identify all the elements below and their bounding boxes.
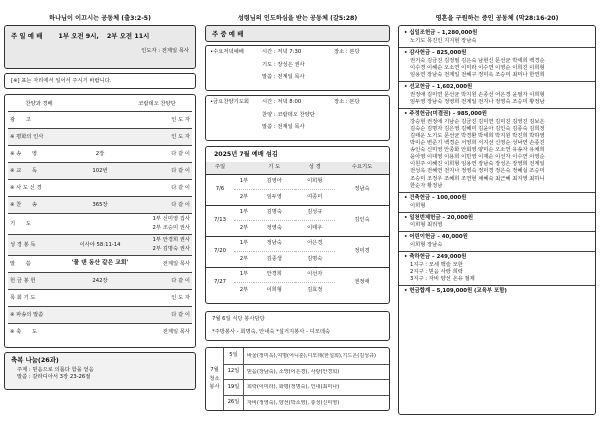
offering-names: 임용연 장남숙 전계일 전혜구 정미옥 조승미 최미나 한연희 — [410, 71, 545, 78]
schedule-prayer: 이희형 — [254, 283, 295, 299]
offering-names: 조승미 조정우 조혜희 조연현 채혜숙 최근혜 최지영 최하니 — [410, 175, 545, 182]
service-leader: 인도자 : 전계일 목사 — [141, 48, 189, 54]
order-leader-line: 전계일 목사 — [162, 328, 190, 335]
offering-section — [399, 231, 595, 251]
schedule-header-part — [234, 162, 254, 174]
order-detail: 365장 — [92, 201, 108, 208]
offering-names: 박미순 변준기 백경순 서영희 서지선 신영순 성낙연 손종진 — [410, 139, 545, 146]
order-leader — [130, 329, 192, 336]
schedule-prayer: 안경희 — [254, 267, 295, 283]
friday-praise: 찬양 : 코람데오 찬양단 — [262, 111, 315, 118]
offering-names: 1지구 : 모세 맥슬 모한 — [410, 262, 463, 269]
schedule-wed-prayer: 정미경 — [335, 236, 389, 267]
morning-service-header — [11, 32, 189, 40]
offering-section — [399, 285, 595, 298]
weekday-header-box — [205, 25, 390, 42]
offering-section — [399, 47, 595, 81]
order-detail: 2장 — [95, 150, 105, 157]
order-label: ※ 교 독 — [10, 167, 37, 174]
schedule-header-row — [206, 162, 389, 174]
schedule-bible: 이희형 — [295, 174, 336, 190]
column-title: 영혼을 구원하는 증인 공동체 (막28:16-20) — [435, 15, 559, 22]
order-leader-line: 인 도 자 — [171, 294, 190, 301]
offering-title: • 주정헌금(미결권) – 985,000원 — [404, 110, 487, 117]
schedule-date: 7/6 — [206, 174, 234, 205]
order-leader — [130, 295, 192, 302]
cleaning-day: 26일 — [224, 396, 244, 411]
wednesday-sermon: 말씀 : 전계일 목사 — [262, 74, 305, 81]
order-leader-line: 다 같 이 — [171, 277, 190, 284]
order-rows — [8, 111, 192, 340]
order-leader — [130, 151, 192, 158]
standing-note: [※] 표는 자리에서 일어서 주시기 바랍니다. — [11, 78, 112, 84]
offering-title: • 선교헌금 – 1,602,000원 — [404, 83, 473, 90]
wednesday-service-box — [205, 45, 390, 91]
order-leader-line: 2부 조승미 권사 — [152, 225, 190, 231]
offering-title: • 건축헌금 – 100,000원 — [404, 194, 467, 201]
wednesday-service-name: •수요저녁예배 — [210, 49, 244, 55]
order-leader-line: 다 같 이 — [171, 150, 190, 157]
schedule-part: 2부 — [234, 221, 254, 237]
friday-sermon: 말씀 : 전계일 목사 — [262, 124, 305, 131]
order-label: 광 고 — [10, 116, 31, 123]
schedule-prayer: 김명숙 — [254, 205, 295, 221]
offering-title: • 헌금합계 – 5,109,000원 (교육부 포함) — [404, 288, 507, 295]
cleaning-teams: 희락(이미라), 화평(정명숙), 인내(최미나) — [247, 384, 340, 391]
schedule-bible: 김효정 — [295, 283, 336, 299]
offering-title: • 어린이헌금 – 40,000원 — [404, 234, 468, 241]
order-label: ※ 파송의 말씀 — [10, 311, 44, 318]
order-leader-line: 다 같 이 — [171, 311, 190, 318]
column-title: 하나님이 이끄시는 공동체 (출3:2-5) — [49, 15, 151, 22]
schedule-part: 2부 — [234, 252, 254, 268]
service-schedule-box — [205, 146, 390, 304]
order-label: 기 도 — [10, 220, 31, 227]
order-leader-line: 다 같 이 — [171, 184, 190, 191]
schedule-prayer: 정남숙 — [254, 236, 295, 252]
order-label: ※ 평화의 인사 — [10, 133, 44, 140]
friday-service-box — [205, 95, 390, 141]
order-leader-line: 다 같 이 — [171, 167, 190, 174]
schedule-header-wed: 수요기도 — [351, 164, 373, 171]
offering-names: 이수경 이혜순 오소연 이미라 이수연 이영순 이희진 이희형 — [410, 64, 545, 71]
schedule-bible: 이태우 — [295, 221, 336, 237]
blessing-scripture: 말씀 : 갈라디아서 3장 23-26절 — [17, 373, 91, 380]
schedule-bible: 여종미 — [295, 190, 336, 206]
schedule-part: 2부 — [234, 283, 254, 299]
offering-names: 이희형 장남숙 — [410, 242, 443, 249]
wednesday-prayer: 기도 : 장성은 권사 — [262, 61, 305, 68]
schedule-row — [206, 205, 389, 221]
order-leader-line: 인 도 자 — [171, 133, 190, 140]
schedule-prayer: 김종생 — [254, 252, 295, 268]
lunch-duty: *주방봉사 - 회명숙, 안내숙 *설거지봉사 - 디모데숙 — [212, 328, 331, 335]
schedule-bible: 김성규 — [295, 205, 336, 221]
offering-names: 송인숙 신미영 안종화 안회영 양미순 오소연 유송자 유채희 — [410, 147, 545, 154]
offering-names: 노기도 목진인 지지현 장남숙 — [410, 37, 477, 44]
offering-names: 2지구 : 믿음 사랑 희락 — [410, 269, 463, 276]
offering-names: 임두영 장남숙 정영희 전계일 전지나 정영숙 조승미 황정남 — [410, 98, 545, 105]
schedule-part: 1부 — [234, 205, 254, 221]
order-detail: '물 댄 동산 같은 교회' — [71, 260, 129, 267]
order-leader — [130, 202, 192, 209]
service-time-1: 1부 오전 9시, — [58, 32, 99, 40]
schedule-header-bible: 성 경 — [308, 164, 321, 171]
order-row — [8, 213, 192, 234]
order-detail: 이사야 58:11-14 — [79, 241, 121, 248]
order-detail: 242장 — [92, 277, 108, 284]
offerings-box — [398, 25, 596, 415]
offering-names: 이희형 — [410, 202, 426, 209]
offering-names: 전성옥 전혜연 전지나 정영숙 정미경 정은숙 정혜실 조승미 — [410, 168, 545, 175]
column-title: 성령님의 인도하심을 받는 공동체 (갈5:28) — [237, 15, 358, 22]
cleaning-day: 5일 — [224, 348, 244, 364]
friday-place: 장소 : 본당 — [334, 99, 360, 105]
order-of-worship — [4, 94, 196, 348]
order-label: ※ 찬 송 — [10, 201, 37, 208]
schedule-table — [206, 162, 389, 298]
wednesday-time: 시간 : 저녁 7:30 — [262, 49, 302, 55]
cleaning-day: 12일 — [224, 365, 244, 380]
offering-names: 3지구 : 자비 양선 온유 절제 — [410, 276, 475, 283]
schedule-row — [206, 174, 389, 190]
offering-title: • 십일조헌금 – 1,280,000원 — [404, 30, 478, 36]
schedule-row — [206, 267, 389, 283]
order-row — [8, 306, 192, 323]
order-row — [8, 179, 192, 196]
order-row — [8, 323, 192, 340]
offering-names: 강승현 권정애 기남순 김금진 김미연 김미진 김영진 김보은 — [410, 118, 545, 125]
order-row — [8, 196, 192, 213]
schedule-prayer: 정영숙 — [254, 221, 295, 237]
order-leader-line: 전계일 목사 — [162, 260, 190, 267]
order-row — [8, 289, 192, 306]
offering-names: 이희형 최리영 — [410, 222, 443, 229]
order-label: ※ 축 도 — [10, 328, 37, 335]
offering-section — [399, 28, 595, 47]
offering-title: • 일천번제헌금 – 20,000원 — [404, 214, 474, 221]
weekday-header: 주 중 예 배 — [212, 30, 244, 38]
order-leader — [130, 261, 192, 268]
schedule-date: 7/27 — [206, 267, 234, 298]
offering-title: • 감사헌금 – 825,000원 — [404, 49, 467, 56]
offering-names: 김태운 노기도 문선균 박경환 박세희 박지원 박진희 박하영 — [410, 132, 545, 139]
order-row — [8, 128, 192, 145]
schedule-date: 7/13 — [206, 205, 234, 236]
offering-names: 윤아영 이대영 이용희 이민영 이재순 이선자 이수연 이영순 — [410, 154, 545, 161]
schedule-wed-prayer: 김인숙 — [335, 205, 389, 236]
order-leader — [130, 216, 192, 231]
order-label: 목 회 기 도 — [10, 294, 36, 301]
service-time-2: 2부 오전 11시 — [106, 32, 150, 40]
order-leader — [130, 185, 192, 192]
cleaning-label: 7월 청소 봉사 — [206, 348, 224, 410]
offering-names: 이원주 이혜진 이희형 임용연 장남숙 장성은 장영희 전계일 — [410, 161, 545, 168]
schedule-wed-prayer: 정남숙 — [335, 174, 389, 205]
service-title: 주 일 예 배 — [11, 32, 43, 40]
friday-service-name: •금요찬양기도회 — [210, 99, 249, 105]
order-leader-line: 2부 김명숙 권사 — [152, 246, 190, 252]
wednesday-place: 장소 : 본당 — [334, 49, 360, 55]
schedule-bible: 어은경 — [295, 236, 336, 252]
schedule-prayer: 김영아 — [254, 174, 295, 190]
schedule-bible: 김명숙 — [295, 252, 336, 268]
order-label: 헌 금 봉 헌 — [10, 277, 36, 284]
offering-names: 권기숙 김금진 김정필 김은숙 남현신 문선균 박세희 백경순 — [410, 57, 545, 64]
schedule-date: 7/20 — [206, 236, 234, 267]
order-detail: 102번 — [92, 167, 108, 174]
offering-names: 한순자 황정남 — [410, 182, 443, 189]
order-row — [8, 162, 192, 179]
schedule-row — [206, 236, 389, 252]
order-row — [8, 111, 192, 128]
schedule-part: 1부 — [234, 236, 254, 252]
cleaning-teams: 바울(정미옥),여명(어니훈),디모데(한설희),기드온(김성규) — [247, 352, 377, 359]
offering-section — [399, 192, 595, 212]
order-leader-line: 1부 안경희 권사 — [152, 237, 190, 244]
lunch-title: 7월 6일 식당 봉사담당 — [212, 316, 265, 322]
order-leader-line: 1부 신미영 집사 — [152, 216, 190, 223]
cleaning-row — [224, 348, 389, 364]
schedule-title: 2025년 7월 예배 섬김 — [214, 151, 278, 158]
schedule-header-date: 주일 — [214, 164, 226, 171]
order-leader — [130, 278, 192, 285]
order-leader-line: 다 같 이 — [171, 201, 190, 208]
order-leader — [130, 117, 192, 124]
column-offerings — [398, 0, 596, 415]
lunch-service-box — [205, 311, 390, 341]
order-label: 말 씀 — [10, 260, 31, 267]
offering-section — [399, 108, 595, 192]
column-weekday — [205, 0, 390, 411]
order-row — [8, 272, 192, 289]
order-leader — [130, 168, 192, 175]
cleaning-day: 19일 — [224, 380, 244, 395]
order-label: ※ 사 도 신 경 — [10, 184, 42, 191]
schedule-part: 2부 — [234, 190, 254, 206]
order-leader — [130, 134, 192, 141]
order-label: 성 경 봉 독 — [10, 241, 36, 248]
order-header-right: 코람데오 찬양단 — [138, 100, 176, 107]
schedule-prayer: 임두영 — [254, 190, 295, 206]
blessing-topic: 주제 : 믿음으로 의롭다 함을 얻음 — [17, 367, 94, 373]
order-header-label: 찬양과 경배 — [25, 100, 53, 107]
offering-section — [399, 212, 595, 232]
offering-names: 권정애 김미연 문선균 박지원 손종선 어은경 윤필자 이희형 — [410, 91, 545, 98]
order-leader-line: 인 도 자 — [171, 116, 190, 123]
column-worship — [4, 0, 196, 390]
order-row — [8, 234, 192, 255]
order-leader — [130, 312, 192, 319]
schedule-wed-prayer: 권정애 — [335, 267, 389, 298]
schedule-part: 1부 — [234, 267, 254, 283]
schedule-part: 1부 — [234, 174, 254, 190]
cleaning-box — [205, 347, 390, 411]
offering-names: 김숙순 김명자 김은영 김혜미 김윤아 김인숙 김종숙 김희정 — [410, 125, 545, 132]
order-leader — [130, 237, 192, 252]
cleaning-row — [224, 395, 389, 411]
friday-time: 시간 : 저녁 8:00 — [262, 99, 302, 105]
blessing-title: 축복 나눔(26과) — [11, 356, 59, 364]
order-header-row — [8, 97, 192, 111]
schedule-header-prayer: 기 도 — [268, 164, 281, 171]
offering-title: • 축하헌금 – 249,000원 — [404, 254, 467, 261]
cleaning-teams: 자비(정영숙), 양선(박소영), 충성(신미영) — [247, 399, 340, 406]
offering-section — [399, 81, 595, 108]
order-row — [8, 145, 192, 162]
standing-note-box — [4, 73, 196, 89]
schedule-bible: 이선자 — [295, 267, 336, 283]
cleaning-row — [224, 379, 389, 395]
cleaning-teams: 믿음(장남숙), 소망(어은경), 사랑(안경희) — [247, 368, 340, 375]
cleaning-rows — [224, 348, 389, 410]
order-label: ※ 송 영 — [10, 150, 37, 157]
order-row — [8, 255, 192, 272]
morning-service-box — [4, 25, 196, 69]
cleaning-row — [224, 364, 389, 380]
offering-section — [399, 251, 595, 285]
blessing-box — [4, 352, 196, 390]
